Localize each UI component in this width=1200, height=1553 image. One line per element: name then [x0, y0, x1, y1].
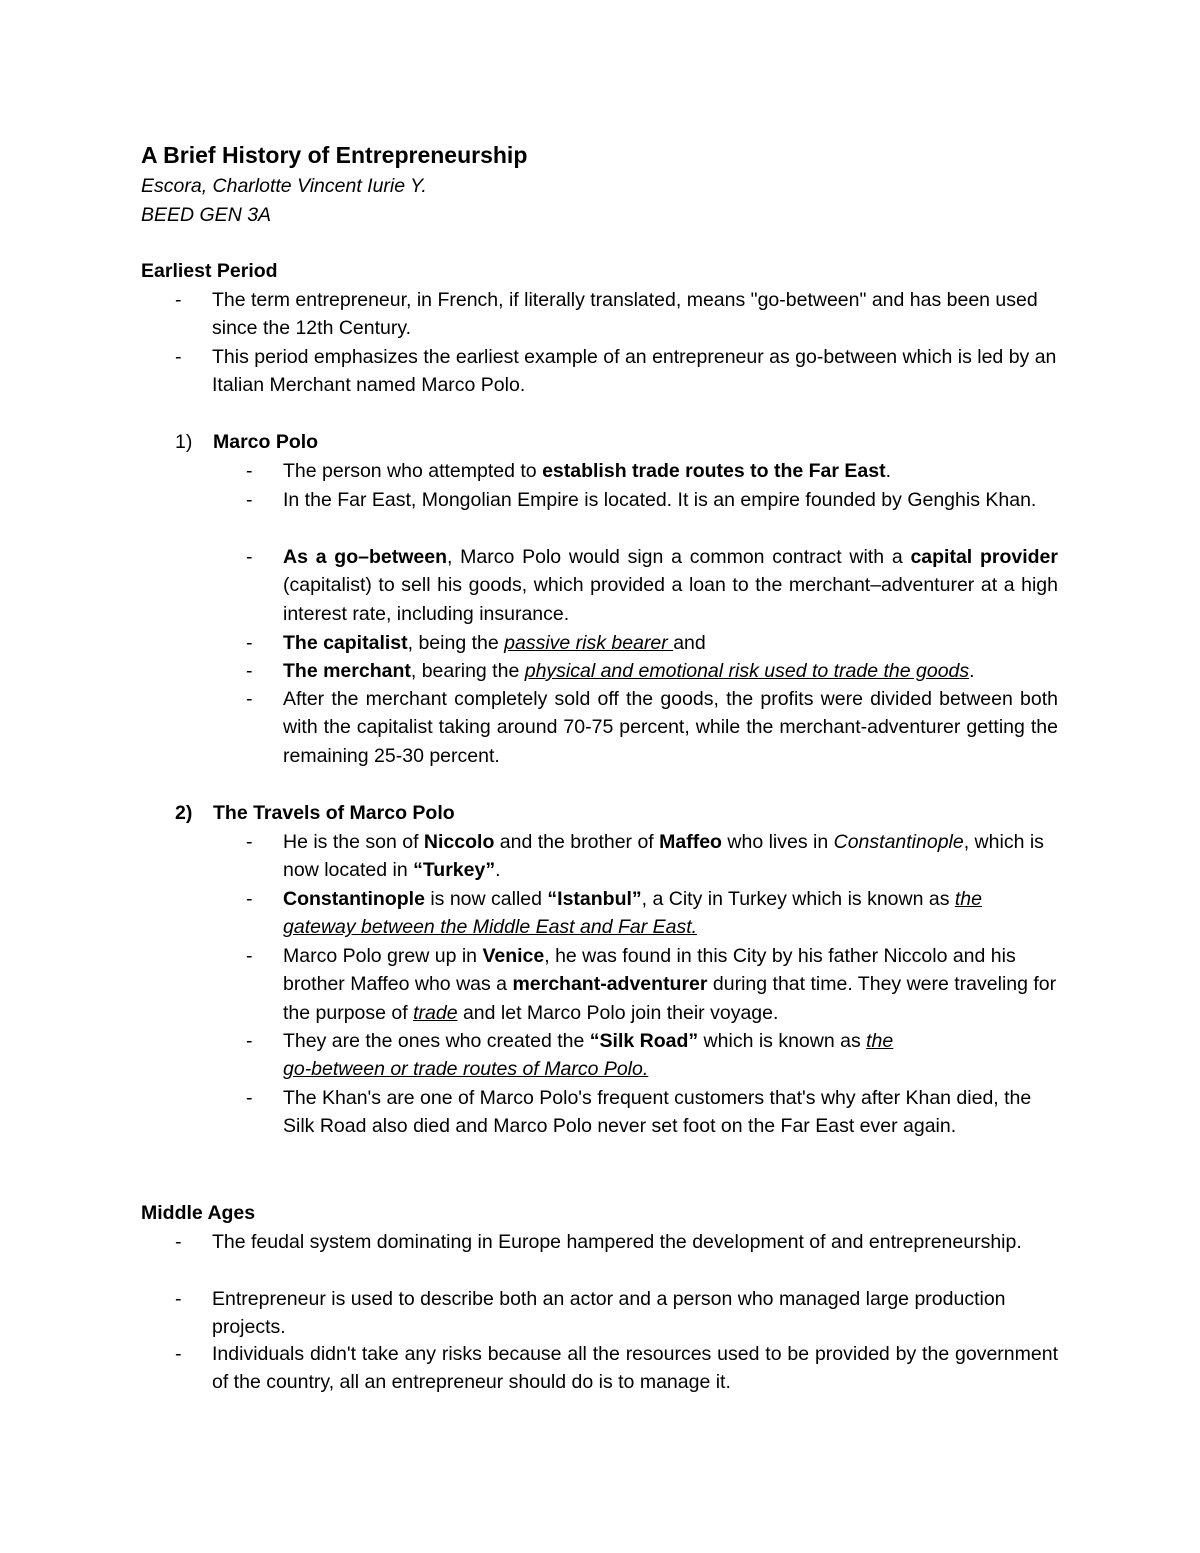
bold-run: capital provider	[910, 546, 1058, 568]
list-item	[175, 286, 1042, 343]
list-item	[246, 486, 1063, 514]
bullet-text: This period emphasizes the earliest example of an entrepreneur as go-between which is led by an Italian Merchant named Marco Polo.	[212, 346, 1057, 397]
bullet-text: After the merchant completely sold off the goods, the profits were divided between both with the capitalist taking around 70-75 percent, while the merchant-adventurer getting the remaining 25-30 percent.	[283, 688, 1058, 767]
list-item	[246, 685, 1058, 770]
dash-bullet: -	[246, 460, 253, 482]
dash-bullet: -	[246, 489, 253, 511]
text-run: and the brother of	[494, 831, 660, 853]
bold-run: “Silk Road”	[589, 1030, 699, 1052]
underlined-run: the	[866, 1030, 894, 1052]
text-run: , a City in Turkey which is known as	[641, 888, 955, 910]
dash-bullet: -	[175, 1288, 182, 1310]
text-run: .	[495, 859, 501, 882]
text-run: during that time. They were traveling for the purpose of	[283, 973, 1057, 1024]
dash-bullet: -	[246, 831, 253, 853]
dash-bullet: -	[246, 632, 253, 654]
dash-bullet: -	[175, 1231, 182, 1253]
list-item	[175, 1228, 1058, 1256]
list-item	[246, 657, 1073, 685]
underlined-run: physical and emotional risk used to trade the goods	[524, 660, 970, 682]
bullet-text: The Khan's are one of Marco Polo's frequent customers that's why after Khan died, the Silk Road also died and Marco Polo never set foot on the Far East ever again.	[283, 1087, 1032, 1138]
section-heading-middle-ages: Middle Ages	[141, 1202, 256, 1224]
text-run: , Marco Polo would sign a common contract with a	[446, 546, 911, 568]
list-item	[246, 457, 1058, 485]
text-run: , bearing the	[410, 660, 525, 682]
text-run: The person who attempted to	[283, 460, 543, 482]
text-run: Marco Polo grew up in	[283, 945, 483, 967]
underlined-run: gateway between the Middle East and Far East.	[283, 916, 698, 939]
list-item	[246, 828, 1058, 885]
list-number: 1)	[175, 431, 193, 453]
dash-bullet: -	[246, 945, 253, 967]
bold-run: The capitalist	[283, 632, 408, 654]
bold-run: “Turkey”	[413, 859, 496, 882]
bold-run: establish trade routes to the Far East	[542, 460, 886, 482]
list-item	[246, 942, 1063, 1027]
underlined-run: the	[954, 888, 982, 910]
dash-bullet: -	[246, 660, 253, 682]
bold-run: “Istanbul”	[547, 888, 642, 910]
list-item	[175, 1340, 1058, 1397]
bullet-text: The term entrepreneur, in French, if literally translated, means "go-between" and has been used since the 12th Century.	[212, 289, 1038, 340]
bold-run: The merchant	[283, 660, 411, 682]
dash-bullet: -	[246, 888, 253, 910]
text-run: , he was found in this City by his father Niccolo and his brother Maffeo who was a	[283, 945, 1016, 996]
text-run: , which is now located in	[283, 831, 1044, 882]
subsection-title: The Travels of Marco Polo	[213, 802, 455, 824]
list-number: 2)	[175, 802, 193, 824]
dash-bullet: -	[175, 346, 182, 368]
bullet-text: The feudal system dominating in Europe hampered the development of and entrepreneurship.	[212, 1231, 1022, 1253]
text-run: They are the ones who created the	[283, 1030, 590, 1052]
text-run: is now called	[424, 888, 548, 910]
course-code: BEED GEN 3A	[141, 204, 272, 226]
section-heading-earliest-period: Earliest Period	[141, 260, 278, 282]
dash-bullet: -	[246, 546, 253, 568]
text-run: He is the son of	[283, 831, 424, 853]
list-item	[175, 1285, 1062, 1342]
numbered-heading-travels	[175, 799, 575, 827]
text-run: .	[969, 660, 975, 682]
text-run: , being the	[407, 632, 505, 654]
subsection-title: Marco Polo	[213, 431, 319, 453]
text-run: .	[885, 460, 892, 482]
dash-bullet: -	[175, 289, 182, 311]
bullet-text: Individuals didn't take any risks because all the resources used to be provided by the government of the country, all an entrepreneur should do is to manage it.	[212, 1343, 1058, 1394]
text-run: and let Marco Polo join their voyage.	[457, 1001, 779, 1024]
list-item	[246, 629, 1058, 657]
list-item	[175, 343, 1057, 400]
bold-run: Constantinople	[283, 888, 425, 910]
underlined-run: passive risk bearer	[504, 632, 674, 654]
text-run: and	[673, 632, 706, 654]
bullet-text: In the Far East, Mongolian Empire is located. It is an empire founded by Genghis Khan.	[283, 489, 1037, 511]
dash-bullet: -	[246, 1087, 253, 1109]
dash-bullet: -	[175, 1343, 182, 1365]
bold-run: Niccolo	[423, 831, 495, 853]
list-item	[246, 1084, 1058, 1141]
author-name: Escora, Charlotte Vincent Iurie Y.	[141, 175, 427, 197]
dash-bullet: -	[246, 688, 253, 710]
text-run: (capitalist) to sell his goods, which provided a loan to the merchant–adventurer at a high interest rate, including insurance.	[283, 574, 1058, 625]
text-run: who lives in	[721, 831, 834, 853]
bullet-text: Entrepreneur is used to describe both an actor and a person who managed large production projects.	[212, 1288, 1006, 1339]
bold-run: As a go–between	[283, 546, 447, 568]
list-item	[246, 885, 1063, 942]
bold-run: Venice	[482, 945, 545, 967]
document-title: A Brief History of Entrepreneurship	[141, 142, 528, 168]
numbered-heading-marco-polo	[175, 428, 475, 456]
list-item	[246, 1027, 1063, 1084]
italic-run: Constantinople	[833, 831, 964, 853]
dash-bullet: -	[246, 1030, 253, 1052]
underlined-run: trade	[413, 1001, 458, 1024]
bold-run: Maffeo	[659, 831, 722, 853]
list-item	[246, 543, 1058, 628]
text-run: which is known as	[698, 1030, 867, 1052]
bold-run: merchant-adventurer	[512, 973, 708, 996]
underlined-run: go-between or trade routes of Marco Polo.	[283, 1058, 649, 1081]
